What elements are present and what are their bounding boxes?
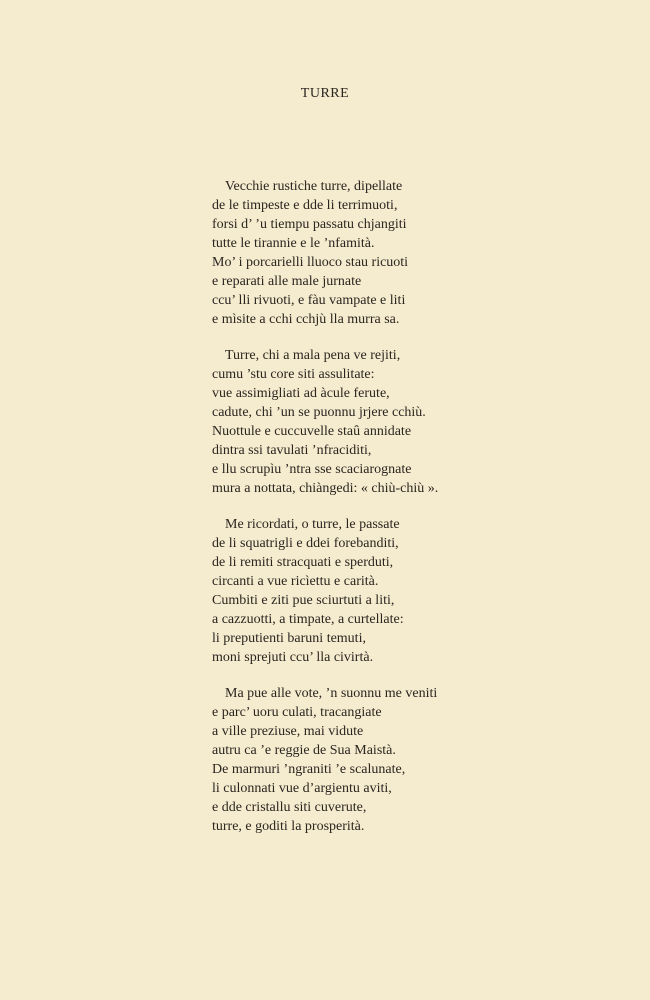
poem-line: de le timpeste e dde li terrimuoti, [212,198,398,213]
poem-line: tutte le tirannie e le ’nfamità. [212,236,375,251]
poem-line: li preputienti baruni temuti, [212,631,366,646]
poem-line: De marmuri ’ngraniti ’e scalunate, [212,762,406,777]
poem-line: e mìsite a cchi cchjù lla murra sa. [212,312,400,327]
poem-line: Turre, chi a mala pena ve rejiti, [225,348,401,363]
poem-line: circanti a vue ricìettu e carità. [212,574,379,589]
poem-line: e parc’ uoru culati, tracangiate [212,705,382,720]
poem-line: turre, e goditi la prosperità. [212,819,365,834]
stanza-2 [212,346,512,498]
poem-line: vue assimigliati ad àcule ferute, [212,386,390,401]
poem-line: Ma pue alle vote, ’n suonnu me veniti [225,686,438,701]
poem-line: Vecchie rustiche turre, dipellate [225,179,403,194]
poem-line: a cazzuotti, a timpate, a curtellate: [212,612,404,627]
poem-body [212,177,512,853]
poem-line: li culonnati vue d’argientu aviti, [212,781,392,796]
poem-line: moni sprejuti ccu’ lla civirtà. [212,650,374,665]
poem-line: Nuottule e cuccuvelle staû annidate [212,424,412,439]
poem-line: forsi d’ ’u tiempu passatu chjangiti [212,217,407,232]
poem-line: cumu ’stu core siti assulitate: [212,367,375,382]
poem-line: Mo’ i porcarielli lluoco stau ricuoti [212,255,409,270]
poem-line: e reparati alle male jurnate [212,274,362,289]
poem-line: de li remiti stracquati e sperduti, [212,555,394,570]
poem-line: a ville preziuse, mai vidute [212,724,364,739]
stanza-1 [212,177,512,329]
stanza-3 [212,515,512,667]
poem-line: ccu’ lli rivuoti, e fàu vampate e liti [212,293,406,308]
poem-line: e llu scrupìu ’ntra sse scaciarognate [212,462,412,477]
poem-line: mura a nottata, chiàngedi: « chiù-chiù ». [212,481,439,496]
poem-line: Me ricordati, o turre, le passate [225,517,400,532]
poem-line: dintra ssi tavulati ’nfraciditi, [212,443,372,458]
poem-title: TURRE [300,86,350,101]
stanza-4 [212,684,512,836]
poem-line: e dde cristallu siti cuverute, [212,800,367,815]
poem-line: autru ca ’e reggie de Sua Maistà. [212,743,396,758]
poem-line: cadute, chi ’un se puonnu jrjere cchiù. [212,405,426,420]
poem-line: Cumbiti e ziti pue sciurtuti a liti, [212,593,395,608]
poem-line: de li squatrigli e ddei forebanditi, [212,536,399,551]
